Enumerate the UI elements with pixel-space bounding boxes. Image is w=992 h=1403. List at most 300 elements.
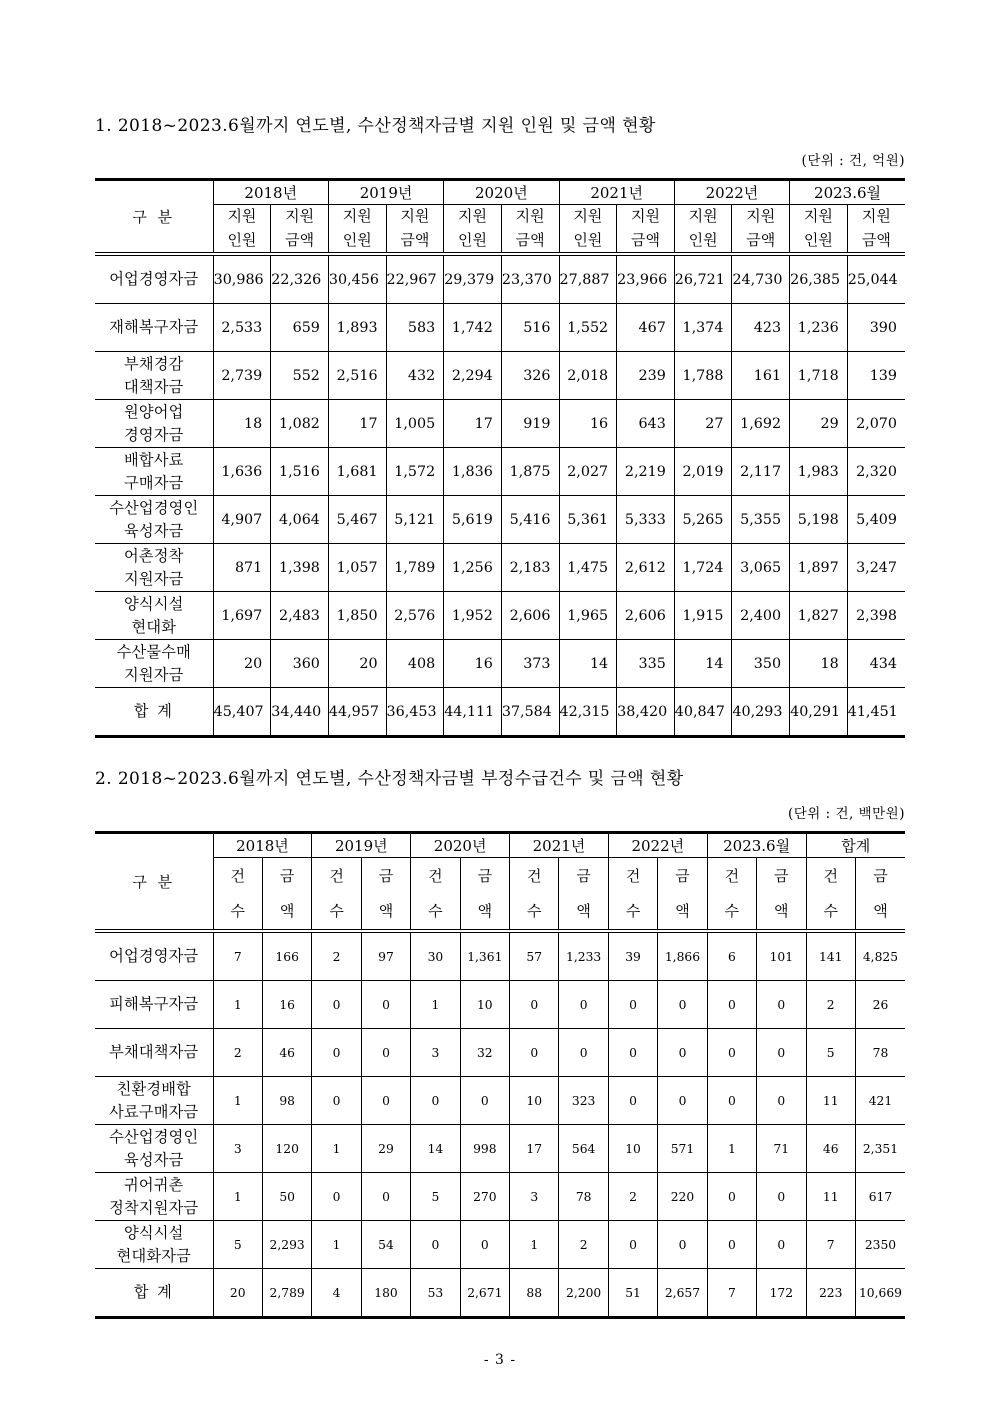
support-status-table — [95, 178, 905, 738]
table-row — [95, 254, 905, 304]
value-cell: 7 — [213, 931, 262, 981]
value-cell: 1,057 — [328, 544, 386, 592]
value-cell: 1 — [510, 1221, 559, 1269]
value-cell: 434 — [847, 640, 905, 688]
value-cell: 1,233 — [559, 931, 608, 981]
value-cell: 0 — [757, 1221, 806, 1269]
year-header: 2018년 — [213, 833, 312, 858]
table-row — [95, 981, 905, 1029]
value-cell: 1,697 — [213, 592, 271, 640]
section-support-status — [95, 111, 905, 738]
subheader-cell: 지원 금액 — [617, 205, 675, 255]
value-cell: 223 — [806, 1269, 855, 1318]
row-label: 피해복구자금 — [95, 981, 213, 1029]
value-cell: 29,379 — [444, 254, 502, 304]
subheader-cell: 금 액 — [361, 858, 410, 932]
value-cell: 617 — [855, 1173, 905, 1221]
value-cell: 4,064 — [271, 496, 329, 544]
value-cell: 2,293 — [262, 1221, 311, 1269]
value-cell: 2,320 — [847, 448, 905, 496]
subheader-cell: 지원 금액 — [271, 205, 329, 255]
value-cell: 23,966 — [617, 254, 675, 304]
value-cell: 0 — [312, 1173, 361, 1221]
document-page — [95, 0, 905, 1368]
value-cell: 1,398 — [271, 544, 329, 592]
row-label: 원양어업 경영자금 — [95, 400, 213, 448]
value-cell: 30 — [411, 931, 460, 981]
value-cell: 5,333 — [617, 496, 675, 544]
value-cell: 2,606 — [501, 592, 559, 640]
table-total-row — [95, 688, 905, 737]
value-cell: 2,657 — [658, 1269, 707, 1318]
year-header: 2023.6월 — [707, 833, 806, 858]
value-cell: 1 — [312, 1125, 361, 1173]
value-cell: 564 — [559, 1125, 608, 1173]
value-cell: 0 — [312, 1077, 361, 1125]
value-cell: 1,636 — [213, 448, 271, 496]
year-header-row — [95, 833, 905, 858]
subheader-cell: 지원 인원 — [674, 205, 732, 255]
value-cell: 1,718 — [790, 352, 848, 400]
value-cell: 373 — [501, 640, 559, 688]
subheader-cell: 지원 인원 — [790, 205, 848, 255]
subheader-cell: 금 액 — [262, 858, 311, 932]
table-row — [95, 544, 905, 592]
value-cell: 54 — [361, 1221, 410, 1269]
table-total-row — [95, 1269, 905, 1318]
value-cell: 20 — [328, 640, 386, 688]
year-header: 합계 — [806, 833, 905, 858]
value-cell: 467 — [617, 304, 675, 352]
value-cell: 46 — [262, 1029, 311, 1077]
value-cell: 17 — [510, 1125, 559, 1173]
value-cell: 1,788 — [674, 352, 732, 400]
value-cell: 38,420 — [617, 688, 675, 737]
table-row — [95, 352, 905, 400]
value-cell: 1,572 — [386, 448, 444, 496]
value-cell: 0 — [707, 1029, 756, 1077]
value-cell: 24,730 — [732, 254, 790, 304]
value-cell: 0 — [757, 1173, 806, 1221]
value-cell: 26 — [855, 981, 905, 1029]
value-cell: 42,315 — [559, 688, 617, 737]
value-cell: 2,294 — [444, 352, 502, 400]
value-cell: 5,416 — [501, 496, 559, 544]
value-cell: 2,516 — [328, 352, 386, 400]
value-cell: 5,619 — [444, 496, 502, 544]
value-cell: 30,986 — [213, 254, 271, 304]
subheader-cell: 금 액 — [460, 858, 509, 932]
value-cell: 37,584 — [501, 688, 559, 737]
value-cell: 40,293 — [732, 688, 790, 737]
value-cell: 1,866 — [658, 931, 707, 981]
value-cell: 98 — [262, 1077, 311, 1125]
year-header: 2020년 — [444, 180, 559, 205]
value-cell: 41,451 — [847, 688, 905, 737]
value-cell: 2 — [806, 981, 855, 1029]
value-cell: 7 — [806, 1221, 855, 1269]
row-label: 양식시설 현대화 — [95, 592, 213, 640]
subheader-row — [95, 205, 905, 255]
subheader-cell: 건 수 — [806, 858, 855, 932]
value-cell: 2,606 — [617, 592, 675, 640]
value-cell: 2,018 — [559, 352, 617, 400]
page-number: - 3 - — [483, 1352, 517, 1368]
subheader-cell: 지원 인원 — [444, 205, 502, 255]
value-cell: 16 — [444, 640, 502, 688]
value-cell: 0 — [510, 1029, 559, 1077]
value-cell: 1,236 — [790, 304, 848, 352]
table-row — [95, 931, 905, 981]
value-cell: 871 — [213, 544, 271, 592]
value-cell: 2,533 — [213, 304, 271, 352]
value-cell: 16 — [559, 400, 617, 448]
value-cell: 2,671 — [460, 1269, 509, 1318]
value-cell: 2,027 — [559, 448, 617, 496]
value-cell: 335 — [617, 640, 675, 688]
subheader-cell: 금 액 — [855, 858, 905, 932]
value-cell: 5,198 — [790, 496, 848, 544]
value-cell: 643 — [617, 400, 675, 448]
value-cell: 4 — [312, 1269, 361, 1318]
value-cell: 0 — [658, 1077, 707, 1125]
value-cell: 0 — [411, 1221, 460, 1269]
value-cell: 172 — [757, 1269, 806, 1318]
value-cell: 166 — [262, 931, 311, 981]
value-cell: 0 — [312, 981, 361, 1029]
value-cell: 0 — [559, 981, 608, 1029]
value-cell: 40,291 — [790, 688, 848, 737]
value-cell: 2,183 — [501, 544, 559, 592]
value-cell: 120 — [262, 1125, 311, 1173]
value-cell: 0 — [707, 1173, 756, 1221]
value-cell: 101 — [757, 931, 806, 981]
value-cell: 0 — [312, 1029, 361, 1077]
value-cell: 2,117 — [732, 448, 790, 496]
value-cell: 0 — [361, 1173, 410, 1221]
value-cell: 0 — [757, 1029, 806, 1077]
table-row — [95, 1173, 905, 1221]
row-label: 배합사료 구매자금 — [95, 448, 213, 496]
table-row — [95, 592, 905, 640]
value-cell: 3,247 — [847, 544, 905, 592]
value-cell: 1,681 — [328, 448, 386, 496]
value-cell: 1,965 — [559, 592, 617, 640]
value-cell: 1,893 — [328, 304, 386, 352]
value-cell: 0 — [608, 1029, 657, 1077]
value-cell: 1 — [213, 1077, 262, 1125]
table-row — [95, 1029, 905, 1077]
value-cell: 1,256 — [444, 544, 502, 592]
value-cell: 53 — [411, 1269, 460, 1318]
value-cell: 1,836 — [444, 448, 502, 496]
row-label: 부채대책자금 — [95, 1029, 213, 1077]
table-row — [95, 640, 905, 688]
value-cell: 2 — [312, 931, 361, 981]
subheader-cell: 금 액 — [757, 858, 806, 932]
value-cell: 7 — [707, 1269, 756, 1318]
value-cell: 44,957 — [328, 688, 386, 737]
value-cell: 323 — [559, 1077, 608, 1125]
value-cell: 51 — [608, 1269, 657, 1318]
year-header: 2021년 — [510, 833, 609, 858]
value-cell: 30,456 — [328, 254, 386, 304]
value-cell: 0 — [510, 981, 559, 1029]
table-row — [95, 304, 905, 352]
row-label: 수산업경영인 육성자금 — [95, 496, 213, 544]
value-cell: 0 — [757, 1077, 806, 1125]
value-cell: 29 — [790, 400, 848, 448]
year-header: 2019년 — [328, 180, 443, 205]
value-cell: 1,361 — [460, 931, 509, 981]
value-cell: 1,789 — [386, 544, 444, 592]
value-cell: 11 — [806, 1173, 855, 1221]
year-header: 2023.6월 — [790, 180, 905, 205]
value-cell: 5,265 — [674, 496, 732, 544]
value-cell: 10 — [510, 1077, 559, 1125]
value-cell: 390 — [847, 304, 905, 352]
value-cell: 421 — [855, 1077, 905, 1125]
value-cell: 2,483 — [271, 592, 329, 640]
row-label: 수산물수매 지원자금 — [95, 640, 213, 688]
value-cell: 1,952 — [444, 592, 502, 640]
value-cell: 0 — [361, 1029, 410, 1077]
value-cell: 1 — [213, 1173, 262, 1221]
value-cell: 360 — [271, 640, 329, 688]
value-cell: 20 — [213, 640, 271, 688]
value-cell: 0 — [608, 1221, 657, 1269]
value-cell: 3 — [213, 1125, 262, 1173]
value-cell: 5 — [806, 1029, 855, 1077]
year-header: 2022년 — [674, 180, 789, 205]
value-cell: 10,669 — [855, 1269, 905, 1318]
value-cell: 4,907 — [213, 496, 271, 544]
value-cell: 161 — [732, 352, 790, 400]
value-cell: 1,742 — [444, 304, 502, 352]
subheader-row — [95, 858, 905, 932]
value-cell: 0 — [757, 981, 806, 1029]
value-cell: 2 — [559, 1221, 608, 1269]
value-cell: 39 — [608, 931, 657, 981]
value-cell: 2350 — [855, 1221, 905, 1269]
value-cell: 97 — [361, 931, 410, 981]
subheader-cell: 건 수 — [213, 858, 262, 932]
year-header-row — [95, 180, 905, 205]
value-cell: 4,825 — [855, 931, 905, 981]
value-cell: 0 — [361, 981, 410, 1029]
value-cell: 17 — [328, 400, 386, 448]
section1-unit-label: (단위 : 건, 억원) — [801, 153, 905, 169]
value-cell: 5,121 — [386, 496, 444, 544]
row-label: 귀어귀촌 정착지원자금 — [95, 1173, 213, 1221]
value-cell: 16 — [262, 981, 311, 1029]
value-cell: 326 — [501, 352, 559, 400]
value-cell: 220 — [658, 1173, 707, 1221]
value-cell: 0 — [658, 1221, 707, 1269]
subheader-cell: 지원 금액 — [847, 205, 905, 255]
value-cell: 0 — [658, 1029, 707, 1077]
subheader-cell: 지원 인원 — [213, 205, 271, 255]
value-cell: 1 — [312, 1221, 361, 1269]
value-cell: 17 — [444, 400, 502, 448]
value-cell: 583 — [386, 304, 444, 352]
value-cell: 0 — [559, 1029, 608, 1077]
value-cell: 2,400 — [732, 592, 790, 640]
value-cell: 34,440 — [271, 688, 329, 737]
value-cell: 23,370 — [501, 254, 559, 304]
value-cell: 26,721 — [674, 254, 732, 304]
row-label: 재해복구자금 — [95, 304, 213, 352]
value-cell: 40,847 — [674, 688, 732, 737]
value-cell: 45,407 — [213, 688, 271, 737]
value-cell: 5,409 — [847, 496, 905, 544]
section2-unit-label: (단위 : 건, 백만원) — [788, 806, 905, 822]
value-cell: 88 — [510, 1269, 559, 1318]
value-cell: 1,983 — [790, 448, 848, 496]
value-cell: 2,219 — [617, 448, 675, 496]
value-cell: 0 — [411, 1077, 460, 1125]
value-cell: 0 — [707, 1077, 756, 1125]
value-cell: 0 — [460, 1077, 509, 1125]
table-row — [95, 448, 905, 496]
table-row — [95, 1077, 905, 1125]
value-cell: 5,467 — [328, 496, 386, 544]
value-cell: 3 — [510, 1173, 559, 1221]
subheader-cell: 지원 금액 — [732, 205, 790, 255]
corner-header: 구 분 — [95, 833, 213, 932]
subheader-cell: 지원 인원 — [328, 205, 386, 255]
value-cell: 998 — [460, 1125, 509, 1173]
subheader-cell: 건 수 — [510, 858, 559, 932]
value-cell: 10 — [608, 1125, 657, 1173]
value-cell: 11 — [806, 1077, 855, 1125]
value-cell: 5 — [213, 1221, 262, 1269]
value-cell: 1,875 — [501, 448, 559, 496]
row-label: 어업경영자금 — [95, 931, 213, 981]
value-cell: 552 — [271, 352, 329, 400]
value-cell: 18 — [790, 640, 848, 688]
value-cell: 14 — [674, 640, 732, 688]
table-row — [95, 1125, 905, 1173]
value-cell: 919 — [501, 400, 559, 448]
value-cell: 0 — [707, 1221, 756, 1269]
value-cell: 0 — [608, 1077, 657, 1125]
table-row — [95, 1221, 905, 1269]
value-cell: 22,326 — [271, 254, 329, 304]
year-header: 2021년 — [559, 180, 674, 205]
value-cell: 78 — [855, 1029, 905, 1077]
value-cell: 0 — [608, 981, 657, 1029]
value-cell: 1,827 — [790, 592, 848, 640]
row-label: 양식시설 현대화자금 — [95, 1221, 213, 1269]
value-cell: 0 — [361, 1077, 410, 1125]
year-header: 2022년 — [608, 833, 707, 858]
value-cell: 3,065 — [732, 544, 790, 592]
value-cell: 239 — [617, 352, 675, 400]
value-cell: 44,111 — [444, 688, 502, 737]
value-cell: 1,897 — [790, 544, 848, 592]
value-cell: 1,005 — [386, 400, 444, 448]
subheader-cell: 건 수 — [411, 858, 460, 932]
row-label: 합 계 — [95, 1269, 213, 1318]
subheader-cell: 건 수 — [312, 858, 361, 932]
value-cell: 1,724 — [674, 544, 732, 592]
subheader-cell: 건 수 — [707, 858, 756, 932]
value-cell: 26,385 — [790, 254, 848, 304]
value-cell: 18 — [213, 400, 271, 448]
row-label: 어촌정착 지원자금 — [95, 544, 213, 592]
subheader-cell: 금 액 — [559, 858, 608, 932]
value-cell: 1 — [707, 1125, 756, 1173]
subheader-cell: 지원 금액 — [386, 205, 444, 255]
value-cell: 36,453 — [386, 688, 444, 737]
value-cell: 423 — [732, 304, 790, 352]
subheader-cell: 지원 인원 — [559, 205, 617, 255]
value-cell: 516 — [501, 304, 559, 352]
year-header: 2019년 — [312, 833, 411, 858]
subheader-cell: 지원 금액 — [501, 205, 559, 255]
value-cell: 2,576 — [386, 592, 444, 640]
subheader-cell: 건 수 — [608, 858, 657, 932]
value-cell: 2,019 — [674, 448, 732, 496]
value-cell: 180 — [361, 1269, 410, 1318]
section1-title: 1. 2018~2023.6월까지 연도별, 수산정책자금별 지원 인원 및 금액 현황 — [95, 116, 656, 136]
value-cell: 0 — [658, 981, 707, 1029]
value-cell: 0 — [460, 1221, 509, 1269]
value-cell: 2,789 — [262, 1269, 311, 1318]
value-cell: 2 — [608, 1173, 657, 1221]
value-cell: 659 — [271, 304, 329, 352]
value-cell: 6 — [707, 931, 756, 981]
table-row — [95, 496, 905, 544]
value-cell: 27,887 — [559, 254, 617, 304]
value-cell: 25,044 — [847, 254, 905, 304]
value-cell: 432 — [386, 352, 444, 400]
value-cell: 139 — [847, 352, 905, 400]
value-cell: 350 — [732, 640, 790, 688]
value-cell: 10 — [460, 981, 509, 1029]
value-cell: 1,516 — [271, 448, 329, 496]
value-cell: 0 — [707, 981, 756, 1029]
value-cell: 14 — [411, 1125, 460, 1173]
value-cell: 408 — [386, 640, 444, 688]
row-label: 친환경배합 사료구매자금 — [95, 1077, 213, 1125]
row-label: 부채경감 대책자금 — [95, 352, 213, 400]
value-cell: 20 — [213, 1269, 262, 1318]
value-cell: 1,475 — [559, 544, 617, 592]
value-cell: 1,692 — [732, 400, 790, 448]
value-cell: 1,915 — [674, 592, 732, 640]
value-cell: 1,850 — [328, 592, 386, 640]
value-cell: 14 — [559, 640, 617, 688]
value-cell: 2,612 — [617, 544, 675, 592]
value-cell: 141 — [806, 931, 855, 981]
value-cell: 270 — [460, 1173, 509, 1221]
value-cell: 29 — [361, 1125, 410, 1173]
value-cell: 1 — [411, 981, 460, 1029]
value-cell: 1,552 — [559, 304, 617, 352]
value-cell: 2,351 — [855, 1125, 905, 1173]
value-cell: 5,355 — [732, 496, 790, 544]
fraud-status-table — [95, 831, 905, 1319]
value-cell: 27 — [674, 400, 732, 448]
value-cell: 3 — [411, 1029, 460, 1077]
value-cell: 71 — [757, 1125, 806, 1173]
value-cell: 2,398 — [847, 592, 905, 640]
value-cell: 2,200 — [559, 1269, 608, 1318]
value-cell: 2,739 — [213, 352, 271, 400]
value-cell: 5 — [411, 1173, 460, 1221]
